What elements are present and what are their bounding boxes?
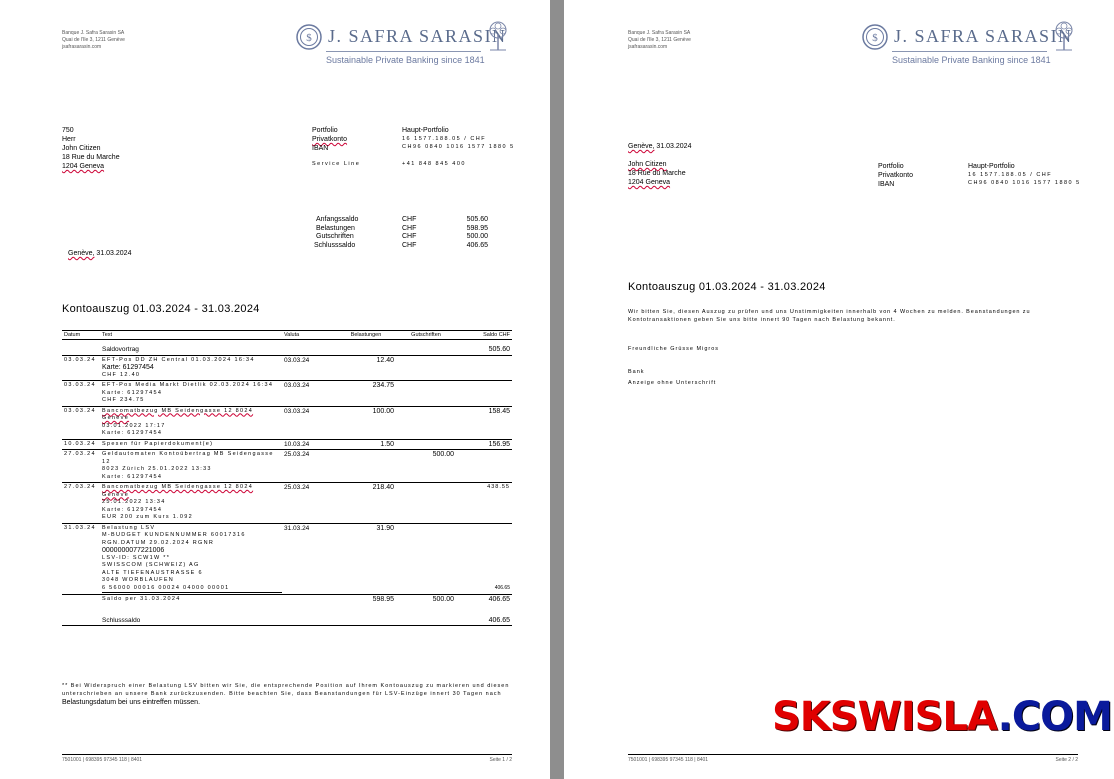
summary-row [312, 232, 492, 241]
row-debit: 12.40 [336, 355, 396, 381]
row-saldo: 156.95 [456, 439, 512, 450]
place-date [68, 249, 131, 258]
row-saldo: 158.45 [456, 406, 512, 439]
row-date: 03.03.24 [62, 406, 100, 439]
summary-label: Schlusssaldo [314, 241, 356, 249]
row-saldo [456, 355, 512, 381]
bank-address-line: Quai de l'Ile 3, 1211 Genève [62, 37, 125, 43]
col-saldo: Saldo CHF [456, 331, 512, 340]
row-text-line: EUR 200 zum Kurs 1.092 [102, 514, 193, 520]
table-header [62, 331, 512, 340]
row-text-line: Karte: 61297454 [102, 389, 163, 396]
bank-address-line: Banque J. Safra Sarasin SA [628, 30, 691, 36]
row-text-line: 6 56000 00016 00024 04000 00001 [102, 585, 282, 594]
table-row [62, 340, 512, 356]
row-text-line: Karte: 61297454 [102, 364, 154, 371]
bank-address [628, 30, 691, 51]
service-line-label: Service Line [312, 161, 361, 167]
portfolio-value: Haupt-Portfolio [968, 163, 1015, 170]
place: Genève, [68, 250, 95, 257]
iban-label: IBAN [312, 145, 329, 152]
table-row [62, 450, 512, 483]
row-text-line: Spesen für Papierdokument(e) [102, 440, 214, 447]
row-credit [396, 355, 456, 381]
row-debit: 100.00 [336, 406, 396, 439]
client-address-line: Herr [62, 136, 76, 143]
row-text-line: CHF 234.75 [102, 397, 145, 403]
col-debit: Belastungen [336, 331, 396, 340]
row-debit: 1.50 [336, 439, 396, 450]
row-date: 27.03.24 [62, 483, 100, 524]
client-address-line: 1204 Geneva [62, 163, 105, 170]
iban-value: CH96 0840 1016 1577 1880 5 [402, 144, 515, 150]
bank-seal-icon [862, 22, 888, 52]
client-address-line: 18 Rue du Marche [62, 154, 120, 161]
table-row [62, 605, 512, 626]
bank-address-line: jsafrasarasin.com [62, 44, 102, 50]
col-date: Datum [62, 331, 100, 340]
client-address [62, 126, 120, 171]
summary-row [312, 215, 492, 224]
date: 31.03.2024 [96, 250, 132, 257]
bank-address-line: Quai de l'Ile 3, 1211 Genève [628, 37, 691, 43]
iban-label: IBAN [878, 181, 895, 188]
table-row [62, 595, 512, 605]
iban-value: CH96 0840 1016 1577 1880 5 [968, 180, 1081, 186]
row-text-line: Belastung LSV [102, 524, 156, 531]
row-date: 03.03.24 [62, 355, 100, 381]
row-text-line: LSV-ID: SCW1W ** [102, 554, 171, 561]
col-credit: Gutschriften [396, 331, 456, 340]
row-text-line: ALTE TIEFENAUSTRASSE 6 [102, 569, 203, 576]
row-credit [396, 439, 456, 450]
col-valuta: Valuta [282, 331, 336, 340]
summary-label: Gutschriften [316, 233, 354, 240]
summary-value: 598.95 [466, 224, 488, 232]
row-valuta: 03.03.24 [282, 406, 336, 439]
row-saldo [456, 450, 512, 483]
row-text-line: Karte: 61297454 [102, 506, 163, 513]
svg-text:$: $ [306, 32, 312, 44]
saldo-per-label: Saldo per 31.03.2024 [100, 595, 282, 605]
row-text-line: Geldautomaten Kontoübertrag MB Seidengasse 12 [102, 451, 274, 465]
row-text-line: EFT-Pos DD ZH Central 01.03.2024 16:34 [102, 356, 255, 363]
row-text-line: RGN.DATUM 29.02.2024 RGNR [102, 539, 215, 546]
watermark [772, 694, 1112, 740]
statement-title: Kontoauszug 01.03.2024 - 31.03.2024 [62, 303, 260, 315]
statement-page-1 [0, 0, 550, 779]
bank-logo [296, 20, 516, 68]
col-text: Text [100, 331, 282, 340]
bank-seal-icon [296, 22, 322, 52]
table-row [62, 406, 512, 439]
page-number: Seite 1 / 2 [489, 757, 512, 763]
row-text-line: 8023 Zürich 25.01.2022 13:33 [102, 466, 212, 472]
client-address-line: 18 Rue du Marche [628, 170, 686, 177]
bank-brand-name: J. SAFRA SARASIN [894, 26, 1073, 46]
row-valuta: 10.03.24 [282, 439, 336, 450]
tree-icon [484, 20, 512, 52]
row-date: 03.03.24 [62, 381, 100, 407]
row-saldo: 438.55 [456, 483, 512, 524]
row-valuta: 25.03.24 [282, 483, 336, 524]
table-row [62, 439, 512, 450]
row-text-line: CHF 12.40 [102, 371, 141, 378]
row-credit [396, 381, 456, 407]
footer-reference: 7501001 | 698395 97345 118 | 8401 [628, 757, 709, 763]
summary-currency: CHF [402, 241, 417, 249]
portfolio-values [968, 162, 1081, 187]
table-row [62, 355, 512, 381]
client-address-line: John Citizen [628, 161, 667, 168]
page-footer [62, 754, 512, 763]
statement-page-2 [564, 0, 1114, 779]
statement-title: Kontoauszug 01.03.2024 - 31.03.2024 [628, 281, 826, 293]
row-text-line: Bancomatbezug MB Seidengasse 12 8024 Genève [102, 407, 254, 421]
summary-row [312, 224, 492, 233]
balance-summary [312, 215, 492, 249]
row-saldo [456, 381, 512, 407]
greeting: Freundliche Grüsse Migros [628, 346, 720, 352]
row-debit: 234.75 [336, 381, 396, 407]
date: 31.03.2024 [656, 143, 692, 150]
portfolio-labels [312, 126, 347, 153]
footer-reference: 7501001 | 698395 97345 118 | 8401 [62, 757, 143, 763]
closing-balance-label: Schlusssaldo [100, 605, 282, 626]
table-row [62, 381, 512, 407]
portfolio-values [402, 126, 515, 151]
client-address-line: John Citizen [62, 145, 101, 152]
portfolio-label: Portfolio [312, 127, 338, 134]
row-credit [396, 406, 456, 439]
summary-label: Anfangssaldo [316, 216, 359, 223]
saldo-per-credit: 500.00 [396, 595, 456, 605]
review-paragraph [628, 308, 1030, 324]
bank-brand-name: J. SAFRA SARASIN [328, 26, 507, 46]
row-valuta: 03.03.24 [282, 381, 336, 407]
watermark-part: .COM [997, 694, 1112, 740]
client-address [628, 160, 686, 187]
row-text-line: Karte: 61297454 [102, 430, 163, 436]
watermark-part: SKSWISLA [772, 694, 998, 740]
paragraph-line: Wir bitten Sie, diesen Auszug zu prüfen und uns Unstimmigkeiten innerhalb von 4 Wochen zu melden. Beanstandungen zu [628, 309, 1031, 315]
paragraph-line: Kontotransaktionen geben Sie uns bitte innert 90 Tagen nach Belastung bekannt. [628, 317, 896, 323]
row-text-line: 3048 WORBLAUFEN [102, 577, 175, 583]
lsv-reference: 406.65 [456, 523, 512, 595]
row-text-line: M-BUDGET KUNDENNUMMER 60017316 [102, 532, 246, 538]
page-number: Seite 2 / 2 [1055, 757, 1078, 763]
svg-text:$: $ [872, 32, 878, 44]
row-text-line: 0000000077221006 [102, 547, 165, 554]
portfolio-value: Haupt-Portfolio [402, 127, 449, 134]
note-line: unterschrieben an unsere Bank zurückzusenden. Bitte beachten Sie, dass Beanstandungen für LSV-Einzüge innert 30 Tagen nach [62, 691, 502, 697]
bank-logo [862, 20, 1082, 68]
row-debit [336, 450, 396, 483]
page-footer [628, 754, 1078, 763]
row-valuta: 03.03.24 [282, 355, 336, 381]
summary-currency: CHF [402, 224, 417, 232]
carry-forward-value: 505.60 [488, 346, 510, 353]
portfolio-labels [878, 162, 913, 189]
row-text-line: EFT-Pos Media Markt Dietlik 02.03.2024 16:34 [102, 382, 274, 388]
saldo-per-debit: 598.95 [336, 595, 396, 605]
summary-currency: CHF [402, 233, 417, 240]
bank-tagline: Sustainable Private Banking since 1841 [326, 55, 485, 65]
row-valuta: 25.03.24 [282, 450, 336, 483]
signature-line: Bank [628, 369, 645, 375]
table-row [62, 483, 512, 524]
account-label: Privatkonto [312, 136, 348, 143]
row-text-line: 03.01.2022 17:17 [102, 422, 166, 429]
row-text-line: 25.01.2022 13:34 [102, 499, 166, 505]
summary-value: 505.60 [466, 216, 488, 223]
account-value: 16 1577.188.05 / CHF [968, 172, 1053, 178]
signature-note: Anzeige ohne Unterschrift [628, 380, 717, 386]
tree-icon [1050, 20, 1078, 52]
row-text-line: SWISSCOM (SCHWEIZ) AG [102, 562, 200, 568]
table-row [62, 523, 512, 595]
summary-label: Belastungen [316, 224, 355, 232]
lsv-note [62, 682, 512, 707]
row-debit: 218.40 [336, 483, 396, 524]
account-value: 16 1577.188.05 / CHF [402, 136, 487, 142]
transactions-table [62, 330, 512, 626]
row-date: 27.03.24 [62, 450, 100, 483]
closing-balance-value: 406.65 [456, 605, 512, 626]
place: Genève, [628, 143, 655, 150]
row-valuta: 31.03.24 [282, 523, 336, 595]
saldo-per-saldo: 406.65 [456, 595, 512, 605]
row-credit [396, 483, 456, 524]
note-line: ** Bei Widerspruch einer Belastung LSV bitten wir Sie, die entsprechende Position auf Ihrem Kontoauszug zu markieren und diesen [62, 683, 510, 689]
note-line: Belastungsdatum bei uns eintreffen müssen. [62, 699, 201, 706]
account-label: Privatkonto [878, 172, 914, 179]
client-address-line: 1204 Geneva [628, 179, 671, 186]
row-debit: 31.90 [336, 523, 396, 595]
carry-forward-label: Saldovortrag [102, 346, 139, 353]
row-date: 31.03.24 [62, 523, 100, 595]
bank-address-line: jsafrasarasin.com [628, 44, 668, 50]
bank-address [62, 30, 125, 51]
place-date [628, 142, 691, 151]
row-credit: 500.00 [396, 450, 456, 483]
bank-address-line: Banque J. Safra Sarasin SA [62, 30, 125, 36]
summary-value: 406.65 [466, 241, 488, 249]
row-text-line: Karte: 61297454 [102, 473, 163, 480]
client-address-line: 750 [62, 127, 74, 134]
row-date: 10.03.24 [62, 439, 100, 450]
summary-value: 500.00 [466, 233, 488, 240]
bank-tagline: Sustainable Private Banking since 1841 [892, 55, 1051, 65]
summary-currency: CHF [402, 216, 417, 223]
service-line-value: +41 848 845 400 [402, 161, 466, 167]
summary-row [312, 241, 492, 250]
portfolio-label: Portfolio [878, 163, 904, 170]
row-credit [396, 523, 456, 595]
row-text-line: Bancomatbezug MB Seidengasse 12 8024 Genève [102, 484, 254, 498]
